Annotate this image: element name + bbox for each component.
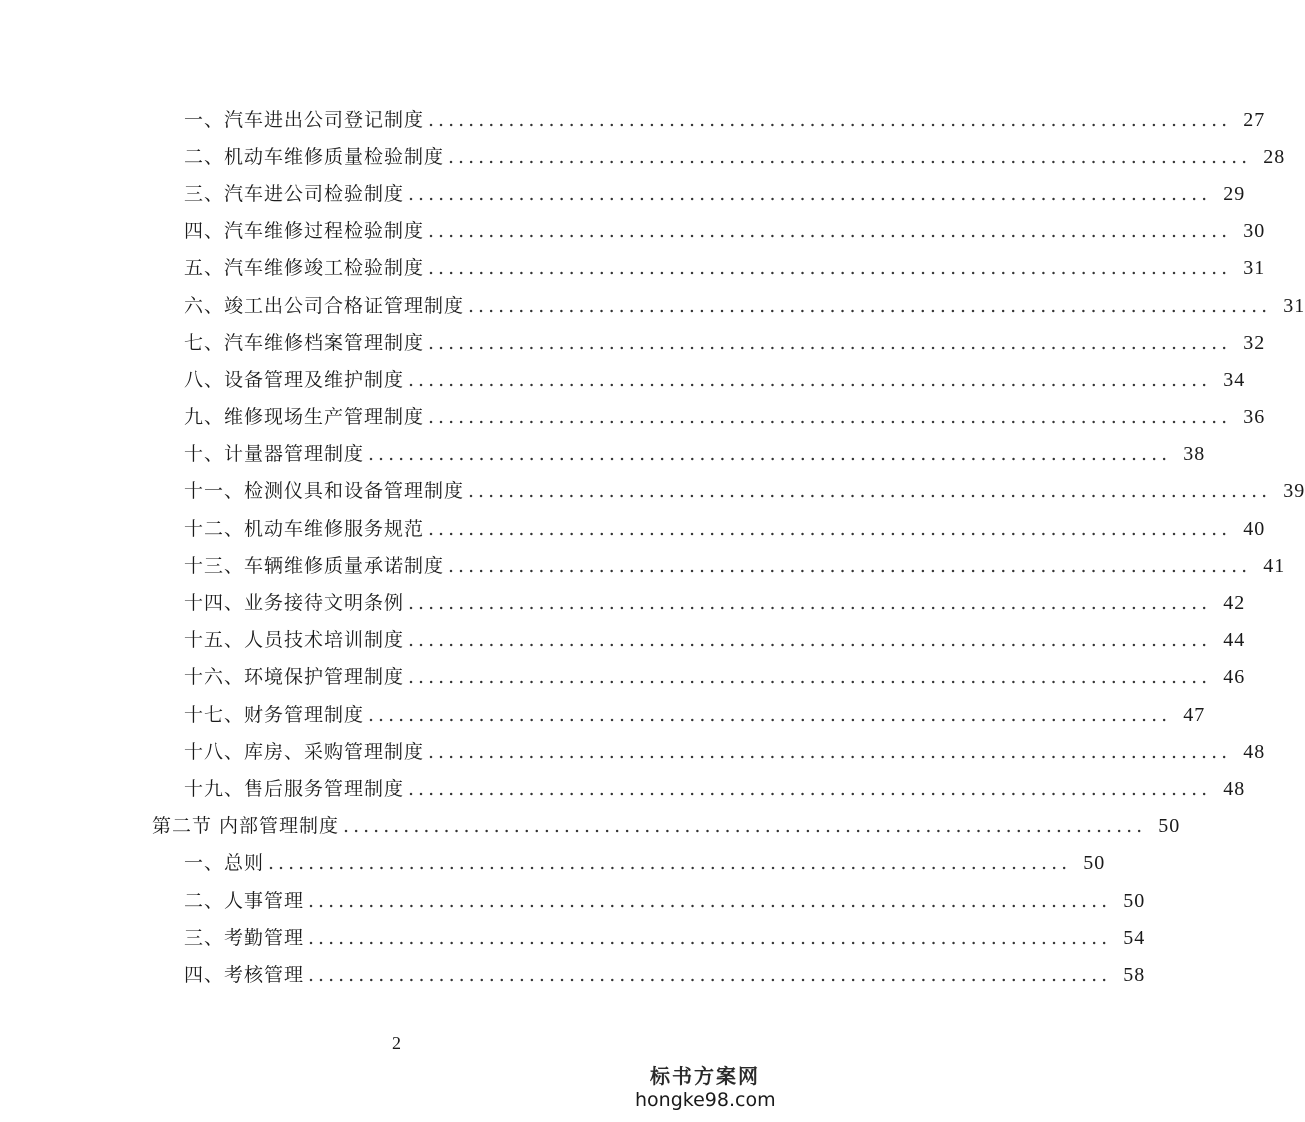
toc-entry-title: 一、总则 [184,852,265,875]
toc-entry-title: 三、考勤管理 [184,926,305,949]
toc-entry-page: 44 [1223,629,1246,652]
site-watermark [635,1064,775,1112]
toc-entry-page: 41 [1263,554,1286,577]
toc-entry-page: 31 [1243,257,1266,280]
toc-entry [0,882,1146,919]
toc-entry [0,361,1246,398]
toc-dot-leader: ................................................................................ [428,406,1232,429]
toc-entry-title: 十二、机动车维修服务规范 [184,517,425,540]
toc-dot-leader: ................................................................................ [448,145,1252,168]
toc-entry [0,584,1246,621]
toc-entry [0,659,1246,696]
toc-entry [0,733,1266,770]
toc-entry-title: 十六、环境保护管理制度 [184,666,405,689]
toc-dot-leader: ................................................................................ [428,220,1232,243]
toc-entry-page: 42 [1223,592,1246,615]
toc-entry-page: 50 [1083,852,1106,875]
toc-entry-title: 二、机动车维修质量检验制度 [184,145,445,168]
toc-entry [0,175,1246,212]
toc-entry-title: 五、汽车维修竣工检验制度 [184,257,425,280]
toc-entry [0,808,1181,845]
toc-entry-page: 40 [1243,517,1266,540]
toc-entry-page: 34 [1223,368,1246,391]
toc-dot-leader: ................................................................................ [408,777,1212,800]
page-number: 2 [392,1033,401,1053]
toc-entry-page: 28 [1263,145,1286,168]
toc-entry-page: 38 [1183,443,1206,466]
toc-entry-title: 十五、人员技术培训制度 [184,629,405,652]
watermark-chinese-text: 标书方案网 [650,1064,760,1088]
toc-entry-page: 36 [1243,406,1266,429]
toc-entry-title: 六、竣工出公司合格证管理制度 [184,294,465,317]
toc-entry-title: 八、设备管理及维护制度 [184,368,405,391]
toc-entry-title: 十三、车辆维修质量承诺制度 [184,554,445,577]
toc-entry-title: 第二节 内部管理制度 [152,815,340,838]
toc-entry-title: 七、汽车维修档案管理制度 [184,331,425,354]
toc-entry-page: 32 [1243,331,1266,354]
toc-dot-leader: ................................................................................ [308,926,1112,949]
toc-entry-page: 48 [1243,740,1266,763]
toc-entry-title: 三、汽车进公司检验制度 [184,182,405,205]
toc-entry [0,845,1106,882]
toc-entry-title: 十四、业务接待文明条例 [184,592,405,615]
toc-entry-page: 29 [1223,182,1246,205]
toc-dot-leader: ................................................................................ [428,331,1232,354]
toc-dot-leader: ................................................................................ [368,443,1172,466]
toc-entry-page: 50 [1158,815,1181,838]
toc-entry-page: 58 [1123,963,1146,986]
toc-entry-page: 27 [1243,108,1266,131]
toc-dot-leader: ................................................................................ [468,294,1272,317]
toc-entry-page: 47 [1183,703,1206,726]
toc-entry-page: 50 [1123,889,1146,912]
toc-dot-leader: ................................................................................ [308,889,1112,912]
toc-entry [0,510,1266,547]
toc-dot-leader: ................................................................................ [428,257,1232,280]
toc-dot-leader: ................................................................................ [343,815,1147,838]
toc-dot-leader: ................................................................................ [428,740,1232,763]
toc-dot-leader: ................................................................................ [408,368,1212,391]
toc-entry [0,547,1286,584]
toc-dot-leader: ................................................................................ [468,480,1272,503]
toc-entry [0,696,1206,733]
toc-dot-leader: ................................................................................ [428,108,1232,131]
toc-dot-leader: ................................................................................ [268,852,1072,875]
watermark-url-text: hongke98.com [635,1089,776,1111]
toc-entry-title: 十八、库房、采购管理制度 [184,740,425,763]
toc-entry [0,919,1146,956]
toc-entry-title: 九、维修现场生产管理制度 [184,406,425,429]
toc-entry-title: 四、考核管理 [184,963,305,986]
toc-dot-leader: ................................................................................ [408,592,1212,615]
toc-entry [0,250,1266,287]
toc-entry-page: 31 [1283,294,1305,317]
toc-entry-title: 十七、财务管理制度 [184,703,365,726]
toc-entry [0,213,1266,250]
toc-dot-leader: ................................................................................ [408,182,1212,205]
toc-entry-title: 二、人事管理 [184,889,305,912]
toc-dot-leader: ................................................................................ [308,963,1112,986]
toc-entry-title: 十一、检测仪具和设备管理制度 [184,480,465,503]
toc-entry [0,287,1305,324]
table-of-contents [0,101,1305,994]
toc-entry [0,956,1146,993]
toc-entry [0,770,1246,807]
toc-entry-title: 十、计量器管理制度 [184,443,365,466]
toc-dot-leader: ................................................................................ [368,703,1172,726]
toc-entry-page: 46 [1223,666,1246,689]
toc-dot-leader: ................................................................................ [448,554,1252,577]
toc-entry-page: 39 [1283,480,1305,503]
toc-entry [0,324,1266,361]
toc-entry-page: 48 [1223,777,1246,800]
toc-entry [0,622,1246,659]
toc-dot-leader: ................................................................................ [408,666,1212,689]
toc-entry [0,138,1286,175]
toc-entry-title: 一、汽车进出公司登记制度 [184,108,425,131]
toc-dot-leader: ................................................................................ [428,517,1232,540]
toc-entry [0,473,1305,510]
toc-entry [0,436,1206,473]
toc-dot-leader: ................................................................................ [408,629,1212,652]
toc-entry-page: 30 [1243,220,1266,243]
toc-entry [0,399,1266,436]
toc-entry [0,101,1266,138]
toc-entry-title: 十九、售后服务管理制度 [184,777,405,800]
toc-entry-title: 四、汽车维修过程检验制度 [184,220,425,243]
toc-entry-page: 54 [1123,926,1146,949]
